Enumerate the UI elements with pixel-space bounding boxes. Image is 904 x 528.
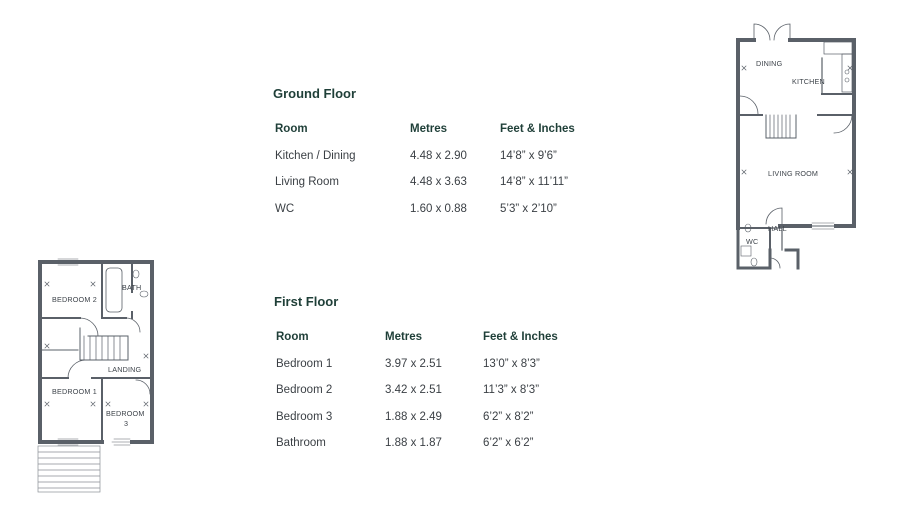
table-row <box>275 176 615 203</box>
table-row <box>275 150 615 177</box>
feet-cell: 13’0” x 8’3” <box>483 357 540 370</box>
feet-cell: 6’2” x 8’2” <box>483 410 534 423</box>
room-label-wc: WC <box>746 237 759 246</box>
room-cell: Bedroom 3 <box>276 410 333 423</box>
table-header <box>275 123 615 150</box>
room-label-bath: BATH <box>122 283 142 292</box>
room-label-bedroom-3: BEDROOM <box>106 409 145 418</box>
metres-cell: 1.88 x 2.49 <box>385 410 442 423</box>
room-cell: Bathroom <box>276 437 326 449</box>
room-label-dining: DINING <box>756 59 783 68</box>
table-row <box>275 203 615 230</box>
room-cell: Bedroom 1 <box>276 357 333 370</box>
room-label-bedroom-1: BEDROOM 1 <box>52 387 97 396</box>
column-header: Metres <box>410 123 448 135</box>
room-label-hall: HALL <box>768 224 787 233</box>
room-cell: Living Room <box>275 176 339 188</box>
metres-cell: 3.42 x 2.51 <box>385 384 442 396</box>
table-row <box>276 358 616 385</box>
metres-cell: 1.60 x 0.88 <box>410 202 467 215</box>
column-header: Room <box>276 331 309 343</box>
feet-cell: 5’3” x 2’10” <box>500 202 557 215</box>
table-row <box>276 411 616 438</box>
table-header <box>276 331 616 358</box>
room-label-living-room: LIVING ROOM <box>768 169 819 178</box>
metres-cell: 4.48 x 3.63 <box>410 176 467 188</box>
first-floor-title: First Floor <box>274 294 339 309</box>
table-row <box>276 384 616 411</box>
room-cell: Bedroom 2 <box>276 384 333 396</box>
feet-cell: 14’8” x 11’11” <box>500 176 568 188</box>
room-label-landing: LANDING <box>108 365 142 374</box>
room-label-bedroom-3-number: 3 <box>124 419 129 428</box>
column-header: Room <box>275 123 308 135</box>
feet-cell: 6’2” x 6’2” <box>483 437 534 449</box>
feet-cell: 14’8” x 9’6” <box>500 149 557 162</box>
first-floor-plan <box>28 256 162 496</box>
room-cell: Kitchen / Dining <box>275 149 356 162</box>
feet-cell: 11’3” x 8’3” <box>483 384 540 396</box>
ground-floor-plan <box>726 18 860 274</box>
ground-floor-title: Ground Floor <box>273 86 357 101</box>
metres-cell: 1.88 x 1.87 <box>385 437 442 449</box>
metres-cell: 3.97 x 2.51 <box>385 357 442 370</box>
room-label-kitchen: KITCHEN <box>792 77 825 86</box>
room-label-bedroom-2: BEDROOM 2 <box>52 295 97 304</box>
table-row <box>276 437 616 464</box>
ground-floor-table <box>275 123 615 229</box>
metres-cell: 4.48 x 2.90 <box>410 149 467 162</box>
first-floor-table <box>276 331 616 464</box>
column-header: Feet & Inches <box>500 123 575 135</box>
room-cell: WC <box>275 202 295 215</box>
column-header: Metres <box>385 331 423 343</box>
column-header: Feet & Inches <box>483 331 558 343</box>
